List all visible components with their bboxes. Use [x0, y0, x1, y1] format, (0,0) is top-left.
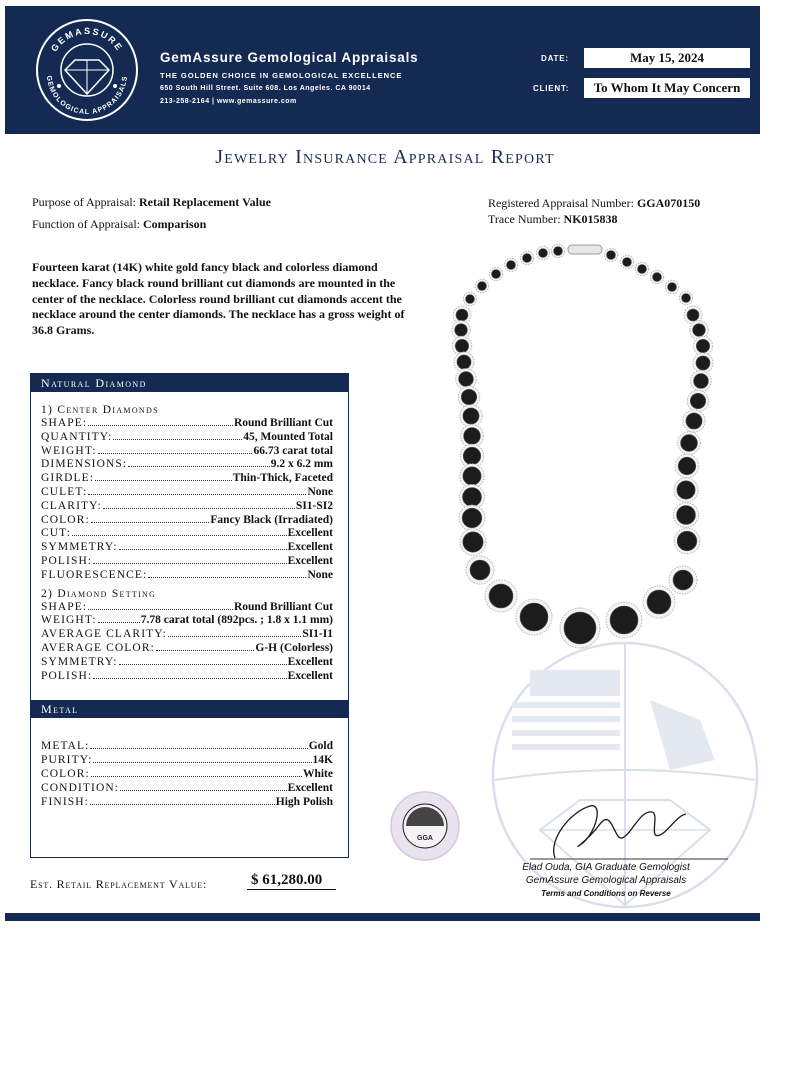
spec-key: AVERAGE COLOR:: [41, 641, 155, 654]
client-field: To Whom It May Concern: [584, 78, 750, 98]
black-diamond: [673, 570, 693, 590]
spec-key: SHAPE:: [41, 600, 88, 613]
dot-leader: [119, 664, 287, 665]
black-diamond: [492, 270, 501, 279]
necklace-photo: [452, 244, 713, 648]
dot-leader: [90, 804, 275, 805]
spec-row: [31, 514, 348, 528]
dot-leader: [168, 636, 301, 637]
dot-leader: [93, 563, 286, 564]
black-diamond: [686, 413, 702, 429]
black-diamond: [489, 584, 513, 608]
appraiser-company: GemAssure Gemological Appraisals: [525, 875, 687, 886]
spec-value: Gold: [308, 740, 333, 753]
black-diamond: [607, 251, 616, 260]
spec-value: SI1-I1: [302, 628, 333, 641]
diamond-setting-rows: [31, 601, 348, 684]
spec-key: CLARITY:: [41, 499, 102, 512]
company-name: GemAssure Gemological Appraisals: [160, 50, 419, 65]
diamond-setting-heading: 2) Diamond Setting: [41, 587, 157, 600]
spec-value: G-H (Colorless): [255, 641, 333, 654]
spec-key: CULET:: [41, 485, 88, 498]
spec-row: [31, 458, 348, 472]
spec-value: 14K: [312, 754, 333, 767]
spec-key: SYMMETRY:: [41, 655, 118, 668]
dot-leader: [113, 439, 242, 440]
metal-header: Metal: [31, 700, 348, 718]
spec-key: SHAPE:: [41, 417, 88, 429]
spec-key: QUANTITY:: [41, 430, 113, 443]
black-diamond: [459, 372, 474, 387]
spec-value: High Polish: [275, 795, 333, 808]
black-diamond: [462, 508, 482, 528]
black-diamond: [681, 435, 698, 452]
terms-note: Terms and Conditions on Reverse: [541, 889, 671, 898]
black-diamond: [668, 283, 677, 292]
center-diamonds-heading: 1) Center Diamonds: [41, 404, 159, 416]
dot-leader: [91, 522, 210, 523]
spec-value: Excellent: [287, 541, 333, 554]
spec-value: Round Brilliant Cut: [233, 417, 333, 429]
report-title: Jewelry Insurance Appraisal Report: [215, 146, 555, 168]
spec-value: Excellent: [287, 655, 333, 668]
spec-row: [31, 431, 348, 445]
dot-leader: [119, 549, 287, 550]
black-diamond: [463, 408, 479, 424]
black-diamond: [693, 324, 706, 337]
black-diamond: [687, 309, 699, 321]
dot-leader: [93, 678, 286, 679]
spec-value: None: [307, 568, 333, 581]
date-label: DATE:: [541, 54, 569, 63]
black-diamond: [463, 488, 482, 507]
spec-key: CUT:: [41, 527, 72, 540]
company-contact: 213-258-2164 | www.gemassure.com: [160, 98, 297, 105]
spec-value: Excellent: [287, 669, 333, 682]
black-diamond: [682, 294, 691, 303]
black-diamond: [470, 560, 490, 580]
black-diamond: [610, 606, 638, 634]
dot-leader: [156, 650, 254, 651]
hologram-sticker: [391, 792, 459, 860]
spec-row: [31, 656, 348, 670]
spec-value: 9.2 x 6.2 mm: [270, 458, 333, 471]
necklace-clasp: [568, 245, 602, 254]
function-label: Function of Appraisal:: [32, 217, 140, 231]
company-tagline: THE GOLDEN CHOICE IN GEMOLOGICAL EXCELLENCE: [160, 71, 403, 80]
spec-row: [31, 614, 348, 628]
spec-value: Excellent: [287, 554, 333, 567]
black-diamond: [464, 428, 481, 445]
black-diamond: [507, 261, 516, 270]
dot-leader: [98, 453, 253, 454]
spec-value: 7.78 carat total (892pcs. ; 1.8 x 1.1 mm): [140, 614, 333, 627]
item-description: Fourteen karat (14K) white gold fancy black and colorless diamond necklace. Fancy black round brilliant cut diamonds are mounted in the center of the necklace. Colorless round brilliant cut diamonds accent the necklace around the center diamonds. The necklace has a gross weight of 36.8 Grams.: [32, 260, 405, 338]
trace-value: NK015838: [563, 212, 618, 226]
spec-row: [31, 601, 348, 615]
spec-key: WEIGHT:: [41, 444, 97, 457]
black-diamond: [463, 467, 481, 485]
spec-row: [31, 569, 348, 583]
spec-row: [31, 527, 348, 541]
spec-row: [31, 642, 348, 656]
spec-value: Excellent: [287, 781, 333, 794]
black-diamond: [539, 249, 548, 258]
spec-value: 66.73 carat total: [253, 444, 333, 457]
spec-key: POLISH:: [41, 554, 93, 567]
spec-row: [31, 500, 348, 514]
spec-value: Thin-Thick, Faceted: [232, 472, 333, 485]
black-diamond: [696, 356, 710, 370]
black-diamond: [455, 324, 468, 337]
spec-key: DIMENSIONS:: [41, 458, 128, 471]
black-diamond: [455, 339, 468, 352]
spec-value: SI1-SI2: [295, 499, 333, 512]
spec-row: [31, 740, 348, 754]
natural-diamond-header: Natural Diamond: [31, 374, 348, 392]
spec-row: [31, 754, 348, 768]
dot-leader: [88, 609, 233, 610]
hologram-text: GGA: [417, 835, 433, 842]
trace-label: Trace Number:: [488, 212, 561, 226]
spec-key: FINISH:: [41, 795, 89, 808]
spec-key: COLOR:: [41, 767, 90, 780]
black-diamond: [456, 309, 468, 321]
spec-row: [31, 768, 348, 782]
spec-key: COLOR:: [41, 513, 90, 526]
client-label: CLIENT:: [533, 84, 570, 93]
signature-mark: [554, 806, 686, 858]
black-diamond: [463, 447, 481, 465]
black-diamond: [623, 258, 632, 267]
spec-key: AVERAGE CLARITY:: [41, 628, 167, 641]
black-diamond: [647, 590, 671, 614]
purpose-value: Retail Replacement Value: [139, 195, 271, 209]
spec-key: WEIGHT:: [41, 614, 97, 627]
spec-value: 45, Mounted Total: [243, 430, 333, 443]
black-diamond: [653, 273, 662, 282]
spec-value: None: [307, 485, 333, 498]
purpose-label: Purpose of Appraisal:: [32, 195, 136, 209]
spec-key: FLUORESCENCE:: [41, 568, 148, 581]
spec-key: METAL:: [41, 740, 90, 753]
spec-value: Fancy Black (Irradiated): [210, 513, 333, 526]
spec-key: SYMMETRY:: [41, 541, 118, 554]
black-diamond: [463, 532, 483, 552]
black-diamond: [638, 265, 647, 274]
company-address: 650 South Hill Street. Suite 608. Los Angeles. CA 90014: [160, 85, 371, 92]
svg-text:GEMASSURE: GEMASSURE: [48, 25, 126, 54]
estimate-label: Est. Retail Replacement Value:: [30, 877, 208, 891]
spec-row: [31, 417, 348, 431]
spec-row: [31, 670, 348, 684]
black-diamond: [466, 295, 475, 304]
dot-leader: [90, 748, 307, 749]
dot-leader: [98, 622, 140, 623]
appraiser-name: Elad Ouda, GIA Graduate Gemologist: [522, 862, 690, 873]
spec-value: White: [302, 767, 333, 780]
spec-row: [31, 782, 348, 796]
spec-row: [31, 555, 348, 569]
black-diamond: [564, 612, 596, 644]
spec-row: [31, 445, 348, 459]
registration-value: GGA070150: [636, 196, 701, 210]
spec-row: [31, 486, 348, 500]
black-diamond: [677, 531, 697, 551]
black-diamond: [478, 282, 487, 291]
spec-key: CONDITION:: [41, 781, 120, 794]
black-diamond: [696, 339, 709, 352]
black-diamond: [678, 457, 696, 475]
black-diamond: [554, 247, 563, 256]
dot-leader: [103, 508, 295, 509]
signature-block: [506, 862, 706, 898]
registration-label: Registered Appraisal Number:: [488, 196, 634, 210]
spec-row: [31, 628, 348, 642]
spec-value: Round Brilliant Cut: [233, 600, 333, 613]
spec-key: GIRDLE:: [41, 472, 95, 485]
footer-bar: [5, 913, 760, 921]
metal-rows: [31, 740, 348, 809]
black-diamond: [677, 481, 695, 499]
spec-row: [31, 472, 348, 486]
date-field: May 15, 2024: [584, 48, 750, 68]
spec-key: POLISH:: [41, 669, 93, 682]
dot-leader: [93, 762, 311, 763]
dot-leader: [128, 466, 269, 467]
dot-leader: [72, 535, 287, 536]
estimate-value: $ 61,280.00: [247, 872, 336, 890]
black-diamond: [690, 393, 706, 409]
dot-leader: [88, 425, 233, 426]
spec-row: [31, 541, 348, 555]
black-diamond: [457, 355, 471, 369]
black-diamond: [677, 506, 696, 525]
dot-leader: [95, 480, 232, 481]
svg-text:GEMOLOGICAL APPRAISALS: GEMOLOGICAL APPRAISALS: [44, 75, 130, 117]
dot-leader: [88, 494, 306, 495]
dot-leader: [91, 776, 302, 777]
specification-box: [30, 373, 349, 858]
spec-value: Excellent: [287, 527, 333, 540]
function-value: Comparison: [143, 217, 207, 231]
black-diamond: [520, 603, 548, 631]
black-diamond: [694, 374, 709, 389]
dot-leader: [148, 577, 306, 578]
black-diamond: [523, 254, 532, 263]
black-diamond: [461, 389, 477, 405]
spec-key: PURITY:: [41, 754, 93, 767]
spec-row: [31, 796, 348, 810]
dot-leader: [120, 790, 287, 791]
center-diamond-rows: [31, 417, 348, 583]
